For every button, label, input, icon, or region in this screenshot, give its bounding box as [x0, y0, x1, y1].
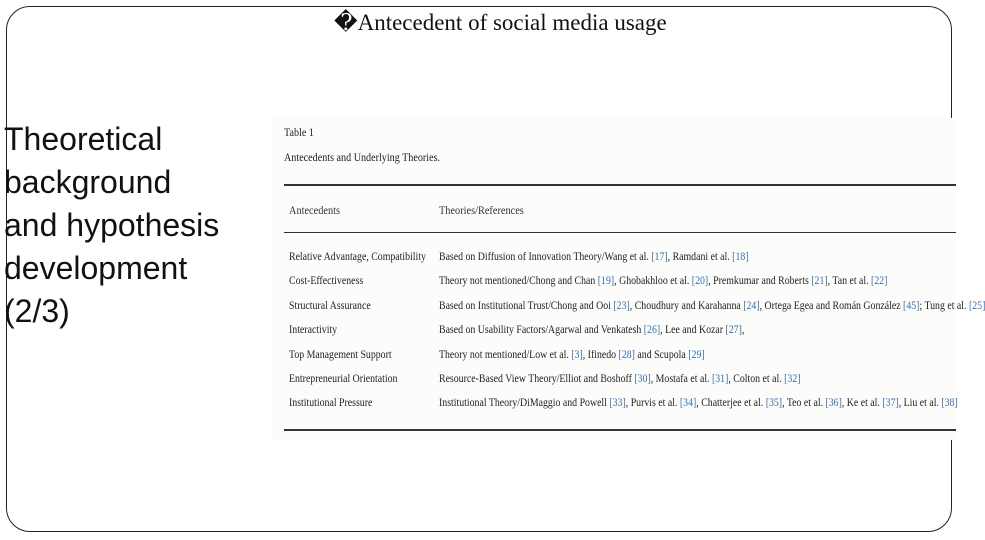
reference-text: , Premkumar and Roberts [708, 273, 812, 288]
reference-text: , Ortega Egea and Román González [759, 297, 904, 312]
reference-text: , Ke et al. [841, 395, 883, 410]
reference-text: , Ghobakhloo et al. [614, 273, 692, 288]
citation-link[interactable]: [24] [743, 297, 760, 312]
antecedent-cell: Interactivity [289, 322, 338, 337]
table-row [272, 297, 985, 322]
reference-cell [439, 322, 744, 337]
reference-cell [439, 249, 749, 264]
table-row [272, 249, 956, 273]
reference-text: , Chatterjee et al. [696, 395, 766, 410]
reference-text: , Ifinedo [582, 346, 619, 361]
reference-cell [439, 347, 705, 362]
reference-text: , Choudhury and Karahanna [629, 297, 744, 312]
table-row [272, 322, 956, 346]
citation-link[interactable]: [34] [679, 395, 697, 410]
column-header-references: Theories/References [439, 203, 524, 217]
citation-link[interactable]: [28] [618, 346, 635, 361]
reference-text: ; Tung et al. [919, 297, 969, 312]
citation-link[interactable]: [21] [811, 273, 828, 288]
reference-text: Resource-Based View Theory/Elliot and Boshoff [439, 371, 635, 385]
reference-text: , Liu et al. [898, 395, 942, 410]
table-row [272, 371, 956, 395]
side-heading-line: development [4, 250, 188, 286]
antecedent-cell: Institutional Pressure [289, 395, 373, 410]
table-label: Table 1 [284, 127, 314, 139]
citation-link[interactable]: [25] [968, 297, 985, 312]
title-text: Antecedent of social media usage [357, 10, 667, 35]
side-heading [4, 118, 264, 333]
side-heading-line: and hypothesis [4, 207, 220, 243]
citation-link[interactable]: [27] [725, 322, 742, 337]
citation-link[interactable]: [45] [903, 297, 920, 312]
citation-link[interactable]: [31] [711, 371, 729, 385]
citation-link[interactable]: [38] [941, 395, 958, 410]
table-header-rule [284, 232, 956, 233]
reference-text: Based on Diffusion of Innovation Theory/Wang et al. [439, 249, 652, 263]
reference-text: , Colton et al. [728, 371, 785, 385]
citation-link[interactable]: [26] [643, 322, 661, 337]
antecedent-cell: Entrepreneurial Orientation [289, 371, 398, 385]
reference-text: , Tan et al. [827, 273, 872, 288]
citation-link[interactable]: [19] [597, 273, 615, 288]
table-top-rule [284, 184, 956, 186]
citation-link[interactable]: [32] [784, 371, 801, 385]
table-row [272, 273, 956, 297]
slide-title [334, 10, 667, 36]
reference-text: Theory not mentioned/Low et al. [439, 346, 572, 361]
citation-link[interactable]: [37] [882, 395, 899, 410]
table-figure [272, 118, 985, 440]
table-row [272, 395, 956, 419]
citation-link[interactable]: [3] [571, 346, 583, 361]
title-bullet: � [334, 10, 358, 35]
reference-text: Based on Institutional Trust/Chong and Ooi [439, 297, 614, 312]
antecedent-cell: Top Management Support [289, 346, 392, 361]
reference-text: Institutional Theory/DiMaggio and Powell [439, 395, 610, 410]
citation-link[interactable]: [23] [613, 297, 630, 312]
citation-link[interactable]: [22] [871, 273, 888, 288]
side-heading-line: (2/3) [4, 293, 70, 329]
table-bottom-rule [284, 429, 956, 431]
reference-text: and Scupola [634, 346, 689, 361]
antecedent-cell: Structural Assurance [289, 297, 371, 312]
reference-text: , Lee and Kozar [660, 322, 726, 337]
citation-link[interactable]: [30] [634, 371, 651, 385]
citation-link[interactable]: [20] [691, 273, 709, 288]
citation-link[interactable]: [35] [765, 395, 783, 410]
reference-text: , [741, 322, 745, 337]
reference-text: Based on Usability Factors/Agarwal and Venkatesh [439, 322, 644, 337]
citation-link[interactable]: [36] [825, 395, 842, 410]
reference-cell [439, 273, 887, 288]
table-caption: Antecedents and Underlying Theories. [284, 152, 441, 164]
reference-text: Theory not mentioned/Chong and Chan [439, 273, 598, 288]
citation-link[interactable]: [29] [688, 346, 705, 361]
citation-link[interactable]: [18] [732, 249, 749, 263]
reference-text: , Mostafa et al. [650, 371, 712, 385]
antecedent-cell: Relative Advantage, Compatibility [289, 249, 426, 263]
reference-cell [439, 371, 801, 386]
reference-text: , Ramdani et al. [667, 249, 733, 263]
reference-text: , Purvis et al. [625, 395, 680, 410]
side-heading-line: background [4, 164, 172, 200]
reference-text: , Teo et al. [782, 395, 826, 410]
citation-link[interactable]: [33] [609, 395, 626, 410]
table-row [272, 347, 956, 371]
column-header-antecedents: Antecedents [289, 203, 341, 217]
side-heading-line: Theoretical [4, 121, 163, 157]
reference-cell [439, 395, 958, 410]
citation-link[interactable]: [17] [651, 249, 668, 263]
antecedent-cell: Cost-Effectiveness [289, 273, 364, 288]
reference-cell [439, 298, 985, 313]
